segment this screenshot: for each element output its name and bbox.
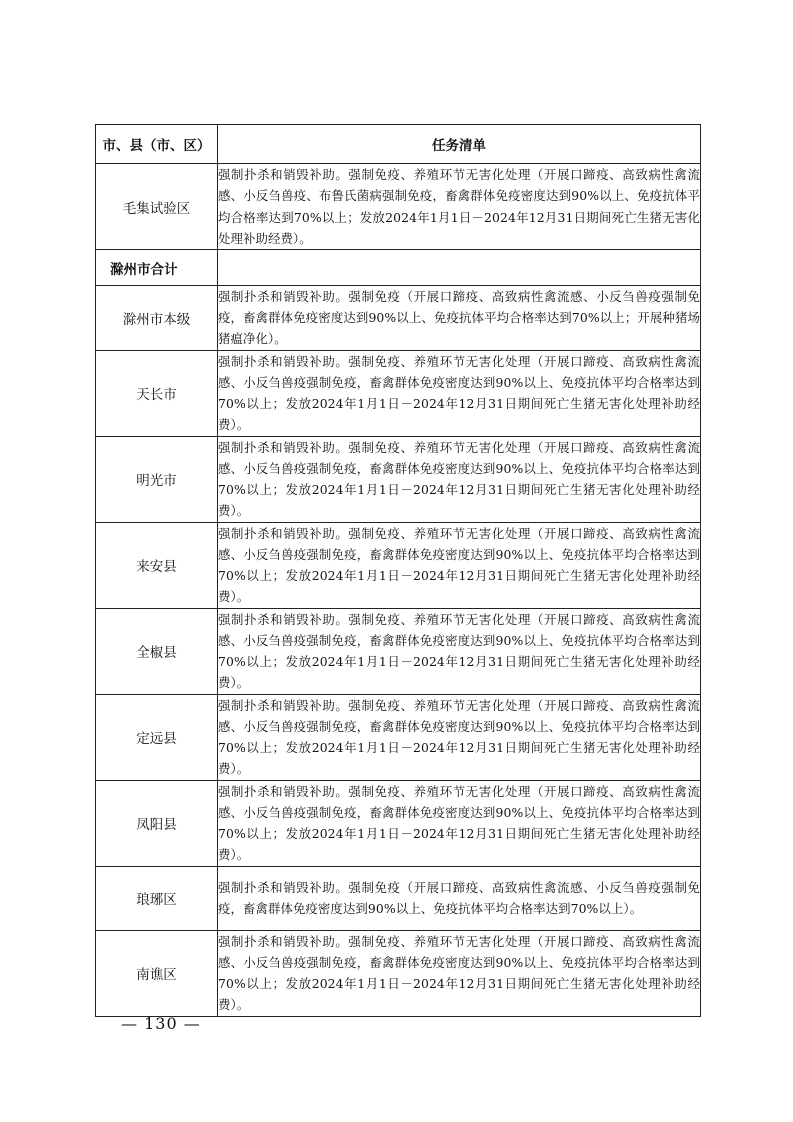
tasks-cell: 强制扑杀和销毁补助。强制免疫（开展口蹄疫、高致病性禽流感、小反刍兽疫强制免疫，畜禽群体免疫密度达到90%以上、免疫抗体平均合格率达到70%以上；开展种猪场猪瘟净化）。 xyxy=(218,286,701,351)
region-cell: 天长市 xyxy=(96,350,218,436)
region-cell: 凤阳县 xyxy=(96,780,218,866)
tasks-cell xyxy=(218,250,701,286)
tasks-cell: 强制扑杀和销毁补助。强制免疫、养殖环节无害化处理（开展口蹄疫、高致病性禽流感、小反刍兽疫强制免疫，畜禽群体免疫密度达到90%以上、免疫抗体平均合格率达到70%以上；发放2024年1月1日－2024年12月31日期间死亡生猪无害化处理补助经费）。 xyxy=(218,522,701,608)
region-cell: 琅琊区 xyxy=(96,866,218,930)
region-cell: 南谯区 xyxy=(96,930,218,1016)
table-row xyxy=(96,164,701,250)
tasks-cell: 强制扑杀和销毁补助。强制免疫、养殖环节无害化处理（开展口蹄疫、高致病性禽流感、小反刍兽疫强制免疫，畜禽群体免疫密度达到90%以上、免疫抗体平均合格率达到70%以上；发放2024年1月1日－2024年12月31日期间死亡生猪无害化处理补助经费）。 xyxy=(218,780,701,866)
page-number: — 130 — xyxy=(121,1014,201,1033)
table-body xyxy=(96,164,701,1017)
tasks-cell: 强制扑杀和销毁补助。强制免疫、养殖环节无害化处理（开展口蹄疫、高致病性禽流感、小反刍兽疫强制免疫，畜禽群体免疫密度达到90%以上、免疫抗体平均合格率达到70%以上；发放2024年1月1日－2024年12月31日期间死亡生猪无害化处理补助经费）。 xyxy=(218,436,701,522)
region-cell: 定远县 xyxy=(96,694,218,780)
task-list-table xyxy=(95,124,701,1017)
table-row xyxy=(96,608,701,694)
tasks-cell: 强制扑杀和销毁补助。强制免疫、养殖环节无害化处理（开展口蹄疫、高致病性禽流感、小反刍兽疫强制免疫，畜禽群体免疫密度达到90%以上、免疫抗体平均合格率达到70%以上；发放2024年1月1日－2024年12月31日期间死亡生猪无害化处理补助经费）。 xyxy=(218,608,701,694)
tasks-cell: 强制扑杀和销毁补助。强制免疫（开展口蹄疫、高致病性禽流感、小反刍兽疫强制免疫，畜禽群体免疫密度达到90%以上、免疫抗体平均合格率达到70%以上）。 xyxy=(218,866,701,930)
region-cell: 明光市 xyxy=(96,436,218,522)
region-cell: 滁州市本级 xyxy=(96,286,218,351)
header-region: 市、县（市、区） xyxy=(96,125,218,164)
header-tasks: 任务清单 xyxy=(218,125,701,164)
table-row xyxy=(96,522,701,608)
table-header-row xyxy=(96,125,701,164)
tasks-cell: 强制扑杀和销毁补助。强制免疫、养殖环节无害化处理（开展口蹄疫、高致病性禽流感、小反刍兽疫强制免疫，畜禽群体免疫密度达到90%以上、免疫抗体平均合格率达到70%以上；发放2024年1月1日－2024年12月31日期间死亡生猪无害化处理补助经费）。 xyxy=(218,930,701,1016)
region-cell: 全椒县 xyxy=(96,608,218,694)
tasks-cell: 强制扑杀和销毁补助。强制免疫、养殖环节无害化处理（开展口蹄疫、高致病性禽流感、小反刍兽疫、布鲁氏菌病强制免疫，畜禽群体免疫密度达到90%以上、免疫抗体平均合格率达到70%以上；发放2024年1月1日－2024年12月31日期间死亡生猪无害化处理补助经费）。 xyxy=(218,164,701,250)
table-row xyxy=(96,286,701,351)
region-cell: 来安县 xyxy=(96,522,218,608)
region-cell: 滁州市合计 xyxy=(96,250,218,286)
tasks-cell: 强制扑杀和销毁补助。强制免疫、养殖环节无害化处理（开展口蹄疫、高致病性禽流感、小反刍兽疫强制免疫，畜禽群体免疫密度达到90%以上、免疫抗体平均合格率达到70%以上；发放2024年1月1日－2024年12月31日期间死亡生猪无害化处理补助经费）。 xyxy=(218,350,701,436)
table-row xyxy=(96,930,701,1016)
table-row xyxy=(96,780,701,866)
tasks-cell: 强制扑杀和销毁补助。强制免疫、养殖环节无害化处理（开展口蹄疫、高致病性禽流感、小反刍兽疫强制免疫，畜禽群体免疫密度达到90%以上、免疫抗体平均合格率达到70%以上；发放2024年1月1日－2024年12月31日期间死亡生猪无害化处理补助经费）。 xyxy=(218,694,701,780)
table-row xyxy=(96,250,701,286)
region-cell: 毛集试验区 xyxy=(96,164,218,250)
table-row xyxy=(96,436,701,522)
table-row xyxy=(96,694,701,780)
table-row xyxy=(96,866,701,930)
table-row xyxy=(96,350,701,436)
